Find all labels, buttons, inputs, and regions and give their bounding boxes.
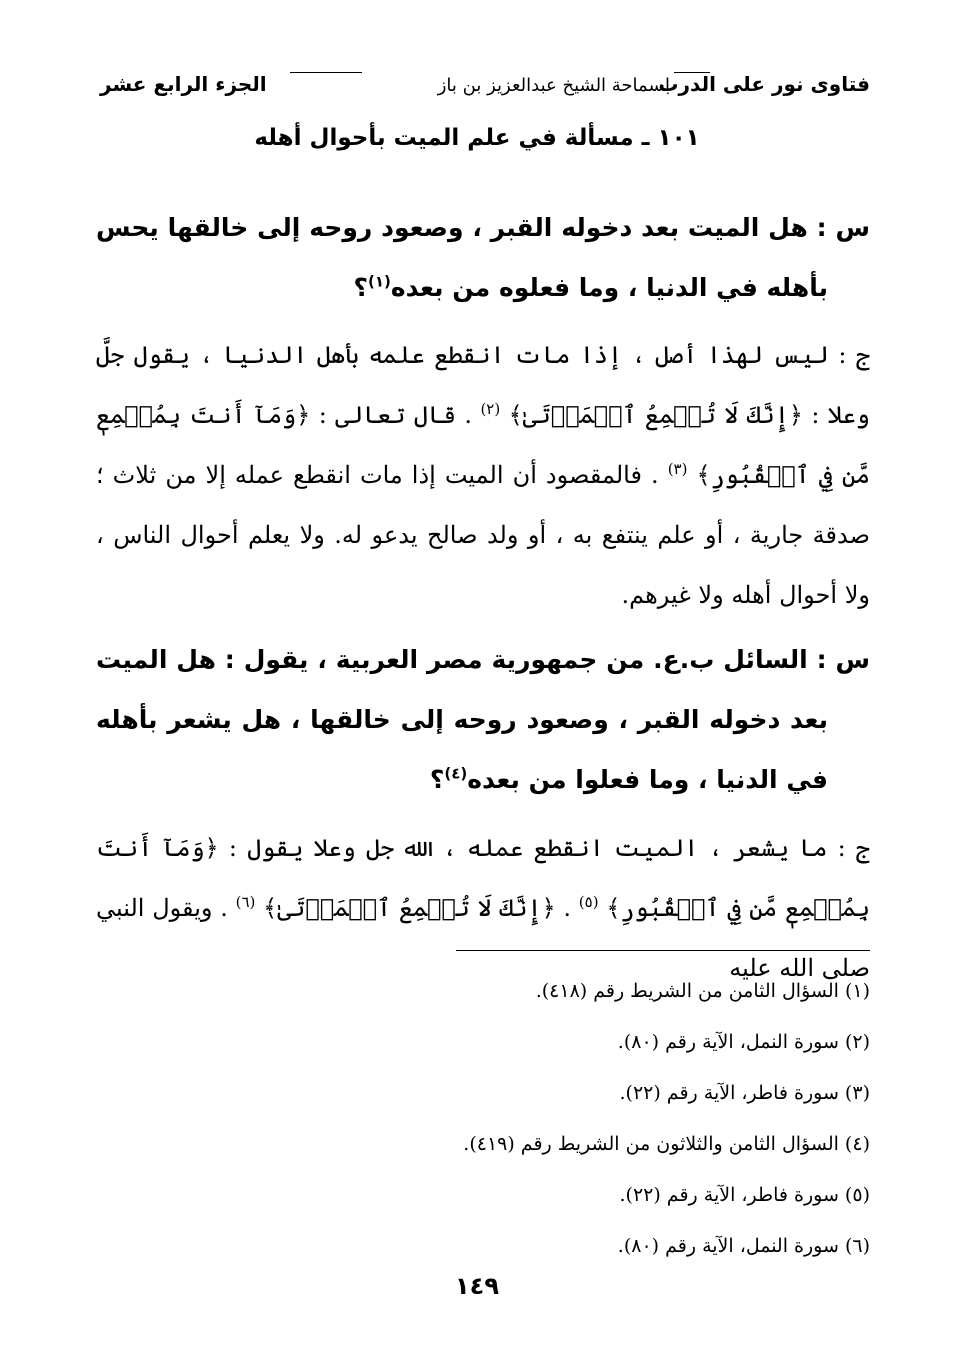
answer-1 (96, 325, 870, 625)
running-header (100, 72, 870, 106)
question-end: ؟ (429, 765, 445, 794)
answer-text: . فالمقصود أن الميت إذا مات انقطع عمله إلا من ثلاث ؛ صدقة جارية ، أو علم ينتفع به ، أو ولد صالح يدعو له. ولا يعلم أحوال الناس ، ولا أحوال أهله ولا غيرهم. (96, 461, 870, 609)
footnote-ref: (٦) (235, 893, 256, 911)
book-title: فتاوى نور على الدرب (658, 72, 870, 96)
answer-text: . ﴿إِنَّكَ لَا تُسۡمِعُ ٱلۡمَوۡتَىٰ﴾ (263, 894, 572, 922)
question-end: ؟ (353, 273, 368, 302)
footnote-ref: (٤) (444, 764, 468, 783)
answer-text: . ويقول النبي صلى الله عليه (96, 894, 870, 982)
footnote-ref: (٥) (578, 893, 599, 911)
footnote-item: (٤) السؤال الثامن والثلاثون من الشريط رقم (٤١٩). (463, 1133, 870, 1155)
answer-text: ج : ليس لهذا أصل ، إذا مات انقطع علمه بأهل الدنيا ، يقول جلَّ وعلا : ﴿إِنَّكَ لَا تُسۡمِعُ ٱلۡمَوۡتَىٰ﴾ (96, 341, 871, 429)
header-rule (674, 72, 710, 73)
answer-text: ج : ما يشعر ، الميت انقطع عمله ، الله جل وعلا يقول : ﴿وَمَآ أَنتَ بِمُسۡمِعٖ مَّن فِي ٱلۡقُبُورِ﴾ (96, 834, 871, 922)
footnote-divider (456, 950, 870, 951)
answer-text: . قال تعالى : ﴿وَمَآ أَنتَ بِمُسۡمِعٖ مَّن فِي ٱلۡقُبُورِ﴾ (96, 401, 871, 489)
header-rule (290, 72, 362, 73)
question-2 (96, 630, 870, 810)
footnote-item: (٢) سورة النمل، الآية رقم (٨٠). (617, 1031, 870, 1053)
footnote-ref: (٢) (480, 400, 501, 418)
section-title: ١٠١ ـ مسألة في علم الميت بأحوال أهله (254, 125, 700, 151)
author-credit: لسماحة الشيخ عبدالعزيز بن باز (437, 75, 670, 96)
page-number: ١٤٩ (455, 1272, 499, 1300)
question-text: س : هل الميت بعد دخوله القبر ، وصعود روحه إلى خالقها يحس بأهله في الدنيا ، وما فعلوه من بعده (96, 213, 870, 302)
question-text: س : السائل ب.ع. من جمهورية مصر العربية ، يقول : هل الميت بعد دخوله القبر ، وصعود روحه إلى خالقها ، هل يشعر بأهله في الدنيا ، وما فعلوا من بعده (96, 645, 870, 794)
footnote-item: (٦) سورة النمل، الآية رقم (٨٠). (617, 1235, 870, 1257)
footnote-item: (٥) سورة فاطر، الآية رقم (٢٢). (619, 1184, 870, 1206)
part-label: الجزء الرابع عشر (100, 72, 267, 96)
footnote-ref: (١) (367, 272, 391, 291)
footnote-item: (١) السؤال الثامن من الشريط رقم (٤١٨). (535, 980, 870, 1002)
question-1 (96, 198, 870, 318)
footnote-item: (٣) سورة فاطر، الآية رقم (٢٢). (619, 1082, 870, 1104)
footnote-ref: (٣) (667, 460, 688, 478)
footnotes-list (300, 970, 870, 1276)
